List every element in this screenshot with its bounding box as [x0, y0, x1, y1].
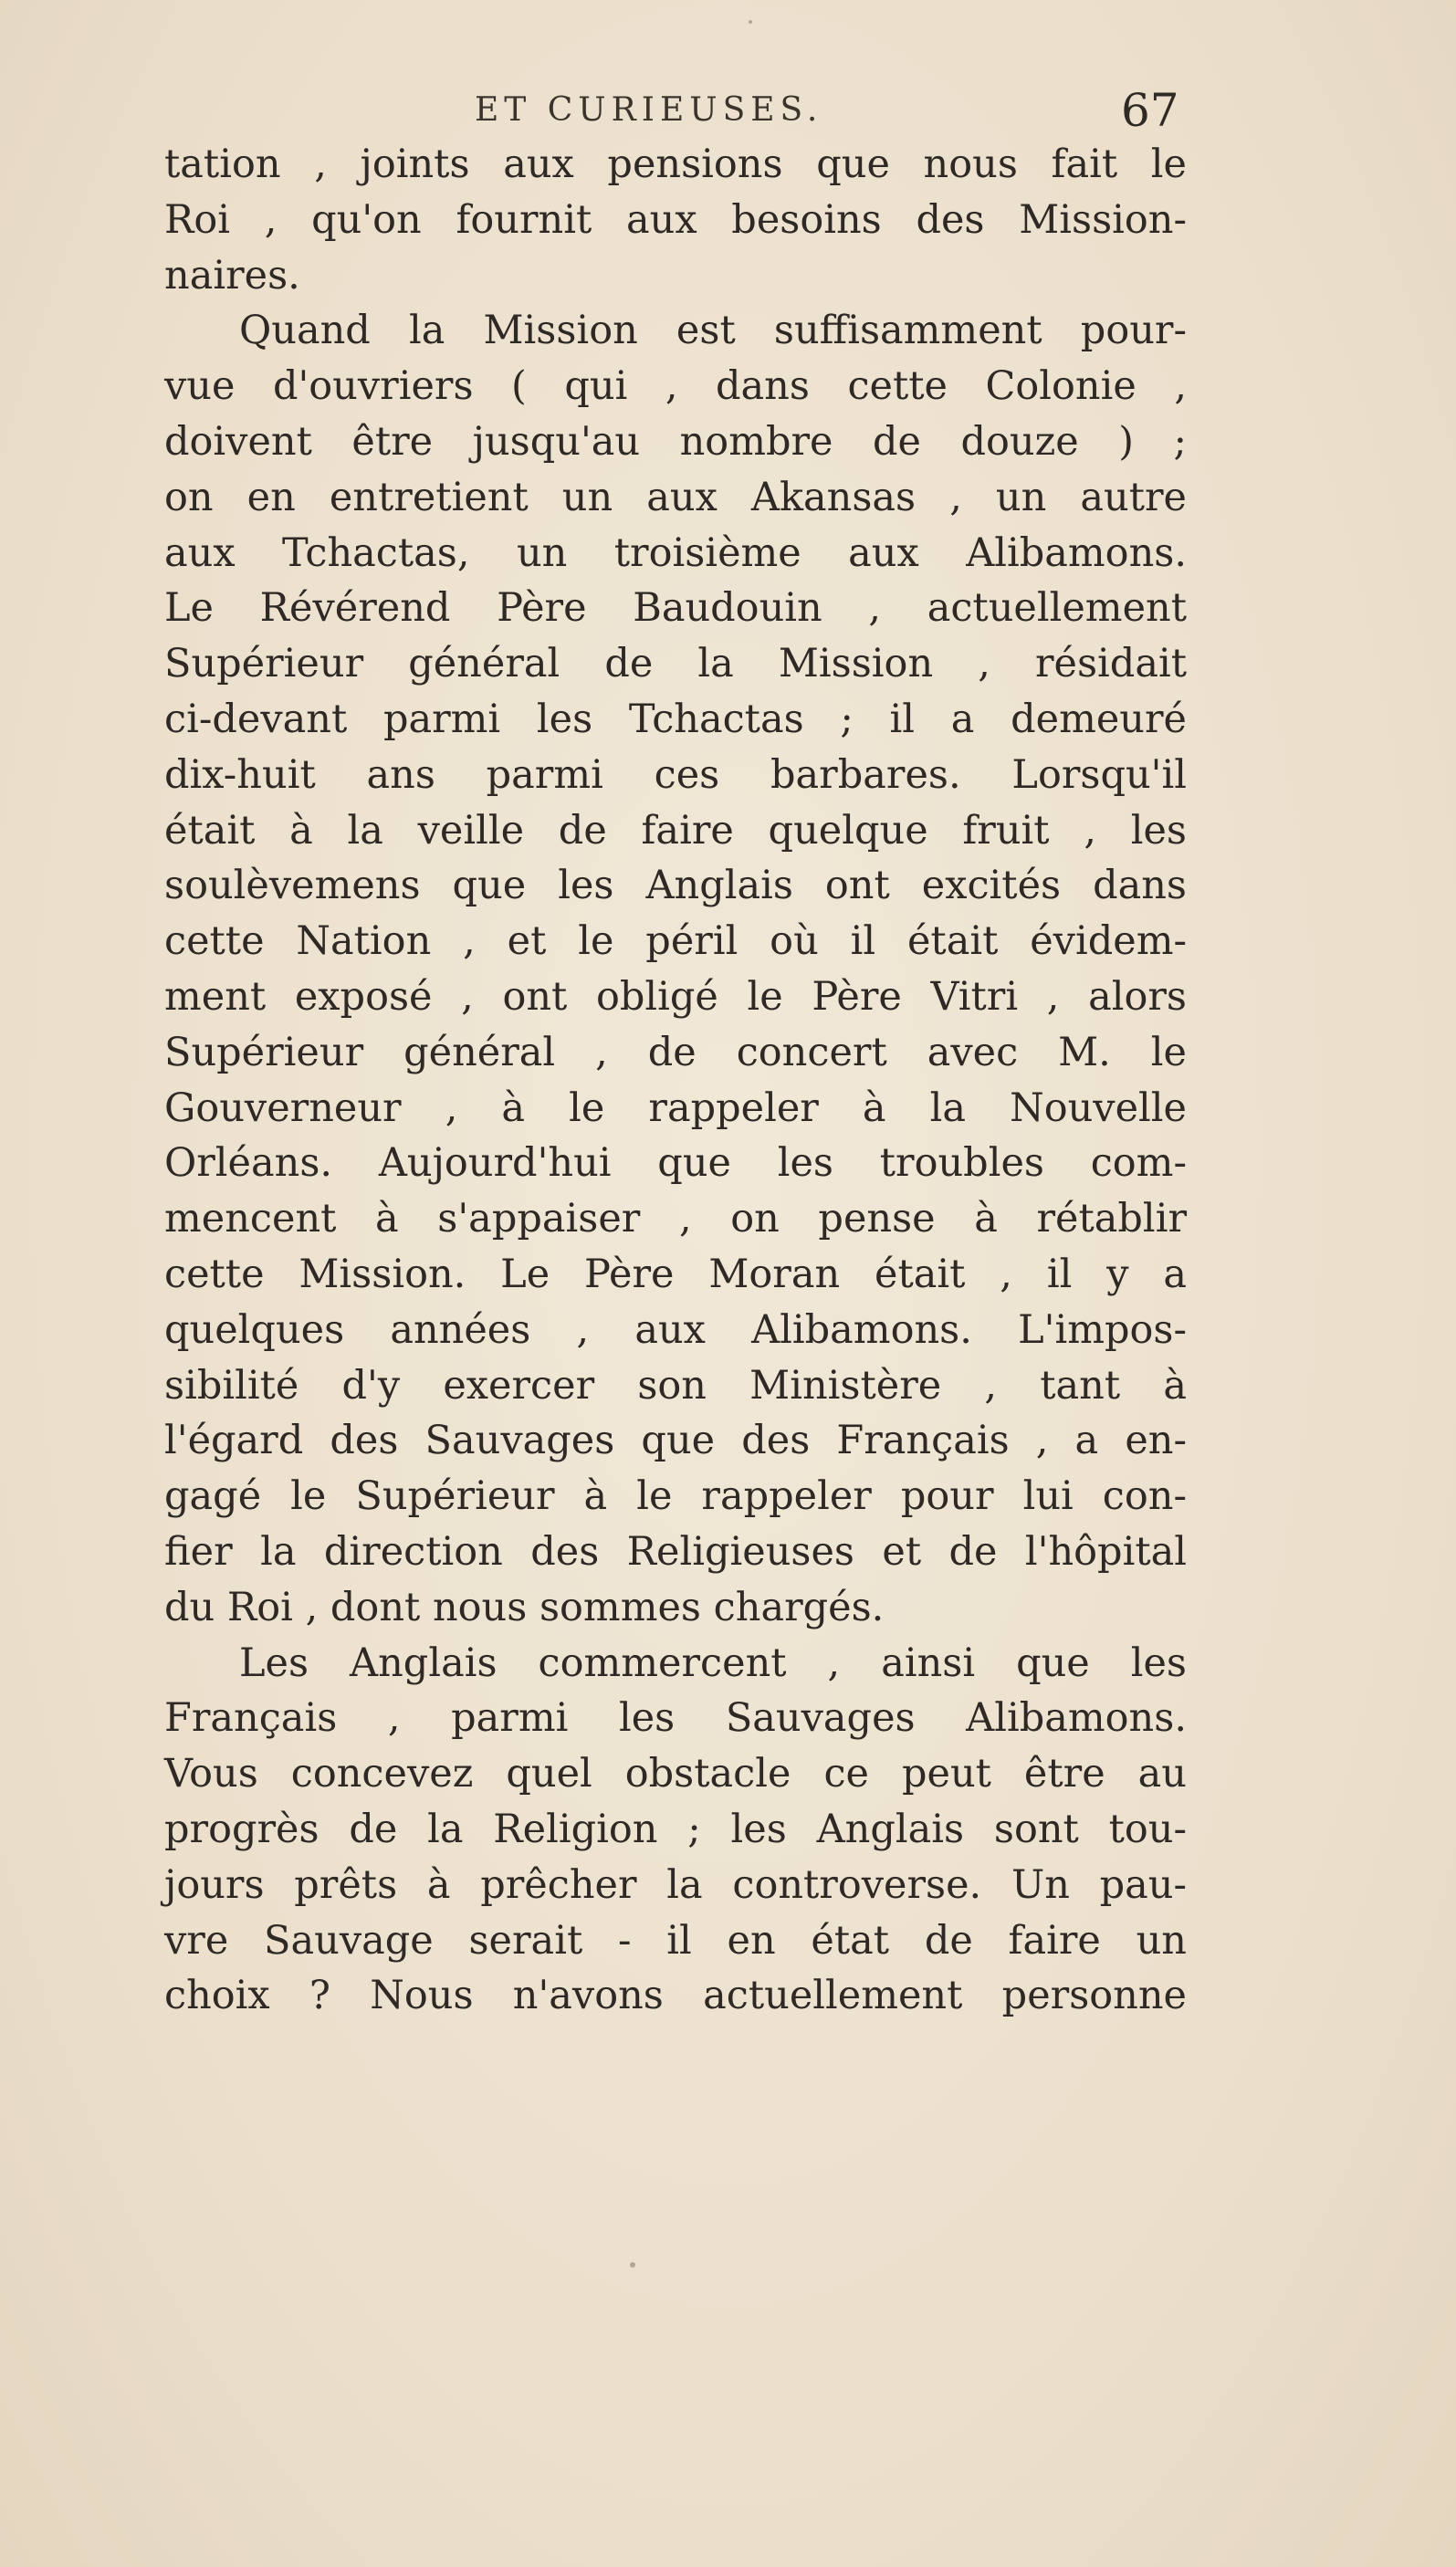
text-line: fier la direction des Religieuses et de l'hôpital	[164, 1528, 1187, 1575]
text-line: l'égard des Sauvages que des Français , a en-	[164, 1418, 1187, 1464]
text-line: était à la veille de faire quelque fruit , les	[164, 807, 1187, 854]
text-line: ci-devant parmi les Tchactas ; il a demeuré	[164, 696, 1187, 742]
text-line: Gouverneur , à le rappeler à la Nouvelle	[164, 1084, 1187, 1131]
text-line: vre Sauvage serait - il en état de faire un	[164, 1917, 1187, 1964]
text-line: du Roi , dont nous sommes chargés.	[164, 1584, 885, 1630]
text-line: Les Anglais commercent , ainsi que les	[239, 1640, 1187, 1686]
text-line: naires.	[164, 252, 300, 299]
text-line: vue d'ouvriers ( qui , dans cette Colonie ,	[164, 363, 1187, 410]
text-line: gagé le Supérieur à le rappeler pour lui con-	[164, 1473, 1187, 1520]
text-line: soulèvemens que les Anglais ont excités dans	[164, 863, 1187, 909]
text-line: tation , joints aux pensions que nous fait le	[164, 141, 1187, 187]
text-line: Supérieur général de la Mission , résidait	[164, 641, 1187, 687]
text-line: Français , parmi les Sauvages Alibamons.	[164, 1695, 1187, 1742]
text-line: Vous concevez quel obstacle ce peut être au	[164, 1751, 1187, 1797]
running-head-title: ET CURIEUSES.	[475, 91, 823, 129]
text-line: Quand la Mission est suffisamment pour-	[239, 308, 1187, 354]
text-line: doivent être jusqu'au nombre de douze ) ;	[164, 418, 1187, 465]
text-line: sibilité d'y exercer son Ministère , tant à	[164, 1362, 1187, 1409]
text-line: Roi , qu'on fournit aux besoins des Mission-	[164, 196, 1187, 243]
paper-speck	[749, 20, 752, 24]
text-line: progrès de la Religion ; les Anglais sont tou-	[164, 1806, 1187, 1852]
text-line: jours prêts à prêcher la controverse. Un pau-	[164, 1861, 1187, 1908]
text-line: quelques années , aux Alibamons. L'impos-	[164, 1306, 1187, 1353]
text-line: choix ? Nous n'avons actuellement personne	[164, 1973, 1187, 2019]
text-line: aux Tchactas, un troisième aux Alibamons.	[164, 529, 1187, 576]
text-line: cette Nation , et le péril où il était évidem-	[164, 918, 1187, 965]
text-line: Orléans. Aujourd'hui que les troubles com-	[164, 1140, 1187, 1187]
text-line: Le Révérend Père Baudouin , actuellement	[164, 585, 1187, 632]
body-text	[164, 137, 1187, 2024]
text-line: dix-huit ans parmi ces barbares. Lorsqu'il	[164, 751, 1187, 798]
text-line: mencent à s'appaiser , on pense à rétablir	[164, 1196, 1187, 1242]
text-line: on en entretient un aux Akansas , un autre	[164, 474, 1187, 520]
text-line: Supérieur général , de concert avec M. le	[164, 1029, 1187, 1075]
page-number: 67	[1121, 84, 1179, 137]
text-line: cette Mission. Le Père Moran était , il y a	[164, 1251, 1187, 1297]
paper-speck	[630, 2262, 635, 2268]
text-line: ment exposé , ont obligé le Père Vitri , alors	[164, 973, 1187, 1020]
